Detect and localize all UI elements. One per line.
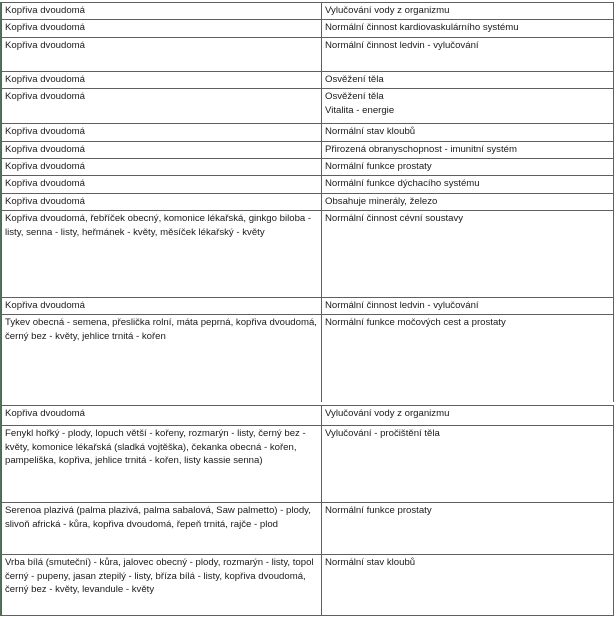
table-row bbox=[1, 175, 614, 193]
effect-cell[interactable]: Normální činnost kardiovaskulárního systému bbox=[325, 22, 519, 33]
effect-cell[interactable]: Normální funkce močových cest a prostaty bbox=[325, 317, 506, 328]
herbs-cell[interactable]: Vrba bílá (smuteční) - kůra, jalovec obecný - plody, rozmarýn - listy, topol černý - pupeny, jasan ztepilý - listy, bříza bílá - listy, kopřiva dvoudomá, černý bez - květy, levandule - květy bbox=[2, 555, 322, 615]
herbs-cell[interactable]: Kopřiva dvoudomá bbox=[2, 298, 322, 314]
table-row bbox=[1, 71, 614, 88]
effect-cell[interactable]: Normální funkce dýchacího systému bbox=[325, 178, 480, 189]
effect-cell[interactable] bbox=[322, 89, 613, 123]
herbs-cell[interactable]: Kopřiva dvoudomá bbox=[2, 124, 322, 141]
effect-cell[interactable]: Přirozená obranyschopnost - imunitní systém bbox=[325, 144, 517, 155]
table-row bbox=[1, 405, 614, 425]
effect-cell[interactable]: Normální stav kloubů bbox=[325, 557, 416, 568]
table-row bbox=[1, 2, 614, 19]
table-row bbox=[1, 193, 614, 210]
herbs-cell[interactable]: Kopřiva dvoudomá bbox=[2, 89, 322, 123]
herbs-cell[interactable]: Kopřiva dvoudomá bbox=[2, 194, 322, 210]
table-row bbox=[1, 37, 614, 71]
herbs-cell[interactable]: Tykev obecná - semena, přeslička rolní, máta peprná, kopřiva dvoudomá, černý bez - květy, jehlice trnitá - kořen bbox=[2, 315, 322, 402]
effect-cell[interactable]: Osvěžení těla bbox=[325, 74, 384, 85]
effect-line: Vitalita - energie bbox=[325, 104, 395, 116]
effect-cell[interactable]: Normální činnost ledvin - vylučování bbox=[325, 40, 479, 51]
effect-line: Osvěžení těla bbox=[325, 91, 384, 102]
effect-cell[interactable]: Obsahuje minerály, železo bbox=[325, 196, 438, 207]
effect-cell[interactable]: Normální stav kloubů bbox=[325, 126, 416, 137]
effect-cell[interactable]: Normální funkce prostaty bbox=[325, 505, 432, 516]
herbs-cell[interactable]: Kopřiva dvoudomá bbox=[2, 20, 322, 37]
table-row bbox=[1, 123, 614, 141]
effect-cell[interactable]: Normální funkce prostaty bbox=[325, 161, 432, 172]
effect-cell[interactable]: Normální činnost cévní soustavy bbox=[325, 213, 464, 224]
herbs-cell[interactable]: Fenykl hořký - plody, lopuch větší - kořeny, rozmarýn - listy, černý bez - květy, komonice lékařská (sladká vojtěška), čekanka obecná - kořen, pampeliška, kopřiva, jehlice trnitá - kořen, listy kassie senna) bbox=[2, 426, 322, 502]
effect-cell[interactable]: Vylučování - pročištění těla bbox=[325, 428, 440, 439]
table-row bbox=[1, 297, 614, 314]
herbs-cell[interactable]: Kopřiva dvoudomá bbox=[2, 176, 322, 193]
table-row bbox=[1, 502, 614, 554]
herbs-cell[interactable]: Serenoa plazivá (palma plazivá, palma sabalová, Saw palmetto) - plody, slivoň africká - kůra, kopřiva dvoudomá, řepeň trnitá, rajče - plod bbox=[2, 503, 322, 554]
effect-cell[interactable]: Vylučování vody z organizmu bbox=[325, 408, 450, 419]
herbs-cell[interactable]: Kopřiva dvoudomá bbox=[2, 72, 322, 88]
table-row bbox=[1, 210, 614, 297]
table-row bbox=[1, 554, 614, 616]
herbs-cell[interactable]: Kopřiva dvoudomá bbox=[2, 159, 322, 175]
table-row bbox=[1, 425, 614, 502]
table-row bbox=[1, 19, 614, 37]
table-row bbox=[1, 158, 614, 175]
herbs-cell[interactable]: Kopřiva dvoudomá bbox=[2, 142, 322, 158]
herbs-cell[interactable]: Kopřiva dvoudomá bbox=[2, 38, 322, 71]
table-row bbox=[1, 88, 614, 123]
herbs-cell[interactable]: Kopřiva dvoudomá, řebříček obecný, komonice lékařská, ginkgo biloba - listy, senna - listy, heřmánek - květy, měsíček lékařský - květy bbox=[2, 211, 322, 297]
table-row bbox=[1, 141, 614, 158]
table-row bbox=[1, 314, 614, 402]
herbs-cell[interactable]: Kopřiva dvoudomá bbox=[2, 3, 322, 19]
effect-cell[interactable]: Normální činnost ledvin - vylučování bbox=[325, 300, 479, 311]
herbs-cell[interactable]: Kopřiva dvoudomá bbox=[2, 406, 322, 425]
effect-cell[interactable]: Vylučování vody z organizmu bbox=[325, 5, 450, 16]
